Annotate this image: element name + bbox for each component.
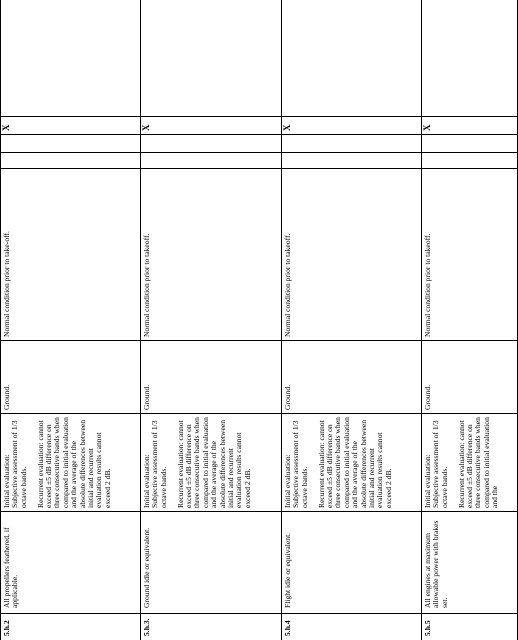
row-item-description: Flight idle or equivalent.: [283, 532, 292, 608]
row-divider: [140, 0, 141, 640]
row-id: 5.h.4: [283, 620, 292, 636]
row-checkmark: X: [282, 124, 292, 131]
column-divider: [0, 134, 518, 135]
row-evaluation-criteria: Initial evaluation: Subjective assessment of 1/3 octave bands. Recurrent evaluation: cannot exceed ±5 dB difference on three consecutive bands when compared to initial evaluation and the average of the absolute differences between initial and recurrent evaluation results cannot exceed 2 dB.: [2, 417, 112, 508]
row-condition: Normal condition prior to takeoff.: [142, 233, 151, 337]
row-id: 5.h.3.: [142, 618, 151, 636]
row-evaluation-criteria: Initial evaluation: Subjective assessment of 1/3 octave bands. Recurrent evaluation: cannot exceed ±5 dB difference on three consecutive bands when compared to initial evaluation and the average of the absolute differences between initial and recurrent evaluation results cannot exceed 2 dB.: [142, 417, 252, 508]
column-divider: [0, 116, 518, 117]
column-divider: [0, 152, 518, 153]
column-divider: [0, 340, 518, 341]
row-condition: Normal condition prior to takeoff.: [283, 233, 292, 337]
row-location: Ground.: [142, 384, 151, 410]
column-divider: [0, 168, 518, 169]
column-divider: [0, 613, 518, 614]
row-divider: [281, 0, 282, 640]
row-evaluation-criteria: Initial evaluation: Subjective assessment of 1/3 octave bands. Recurrent evaluation: cannot exceed ±5 dB difference on three consecutive bands when compared to initial evaluation and the: [423, 417, 500, 508]
row-divider: [421, 0, 422, 640]
row-condition: Normal condition prior to take-off.: [2, 231, 11, 337]
table-border-left: [0, 0, 1, 640]
column-divider: [0, 511, 518, 512]
row-checkmark: X: [1, 124, 11, 131]
row-item-description: All propellers feathered, if applicable.: [2, 527, 20, 608]
row-checkmark: X: [422, 124, 432, 131]
row-location: Ground.: [2, 384, 11, 410]
row-evaluation-criteria: Initial evaluation: Subjective assessment of 1/3 octave bands. Recurrent evaluation: cannot exceed ±5 dB difference on three consecutive bands when compared to initial evaluation and the average of the absolute differences between initial and recurrent evaluation results cannot exceed 2 dB.: [283, 417, 393, 508]
row-condition: Normal condition prior to takeoff.: [423, 233, 432, 337]
row-location: Ground.: [283, 384, 292, 410]
row-item-description: All engines at maximum allowable power with brakes set.: [423, 520, 449, 608]
row-checkmark: X: [141, 124, 151, 131]
row-id: 5.h.5: [423, 620, 432, 636]
row-id: 5.h.2: [2, 620, 11, 636]
column-divider: [0, 413, 518, 414]
row-item-description: Ground idle or equivalent.: [142, 527, 151, 608]
row-location: Ground.: [423, 384, 432, 410]
